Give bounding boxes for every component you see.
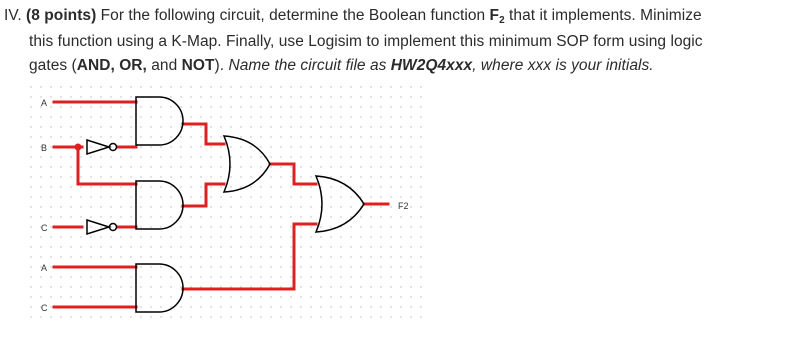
- name-suffix: , where xxx is your initials.: [472, 57, 654, 74]
- circuit-diagram: [30, 86, 430, 326]
- function-name: F: [489, 7, 500, 24]
- question-line-1: [4, 4, 784, 30]
- input-label-c1: C: [41, 223, 48, 233]
- line3-and: and: [146, 57, 182, 74]
- line3-pre: gates (: [29, 57, 77, 74]
- input-label-a1: A: [41, 98, 48, 108]
- input-label-b: B: [41, 143, 48, 153]
- input-label-a2: A: [41, 263, 48, 273]
- question-intro: For the following circuit, determine the Boolean function: [96, 7, 490, 24]
- input-label-c2: C: [41, 303, 48, 313]
- question-line-3: [4, 54, 784, 78]
- line3-close: ).: [214, 57, 229, 74]
- gate-list: AND, OR,: [76, 57, 147, 74]
- output-label-f2: F2: [398, 201, 409, 211]
- question-line-2: this function using a K-Map. Finally, use Logisim to implement this minimum SOP form using logic: [29, 33, 703, 50]
- question-text: [4, 4, 784, 78]
- not-gate-text: NOT: [181, 57, 215, 74]
- function-subscript: 2: [499, 15, 505, 26]
- name-instruction: Name the circuit file as: [228, 57, 391, 74]
- question-points: (8 points): [26, 7, 97, 24]
- question-number: IV.: [4, 7, 22, 24]
- question-after-function: that it implements. Minimize: [504, 7, 702, 24]
- circuit-filename: HW2Q4xxx: [390, 57, 473, 74]
- junction-dot: [75, 144, 82, 151]
